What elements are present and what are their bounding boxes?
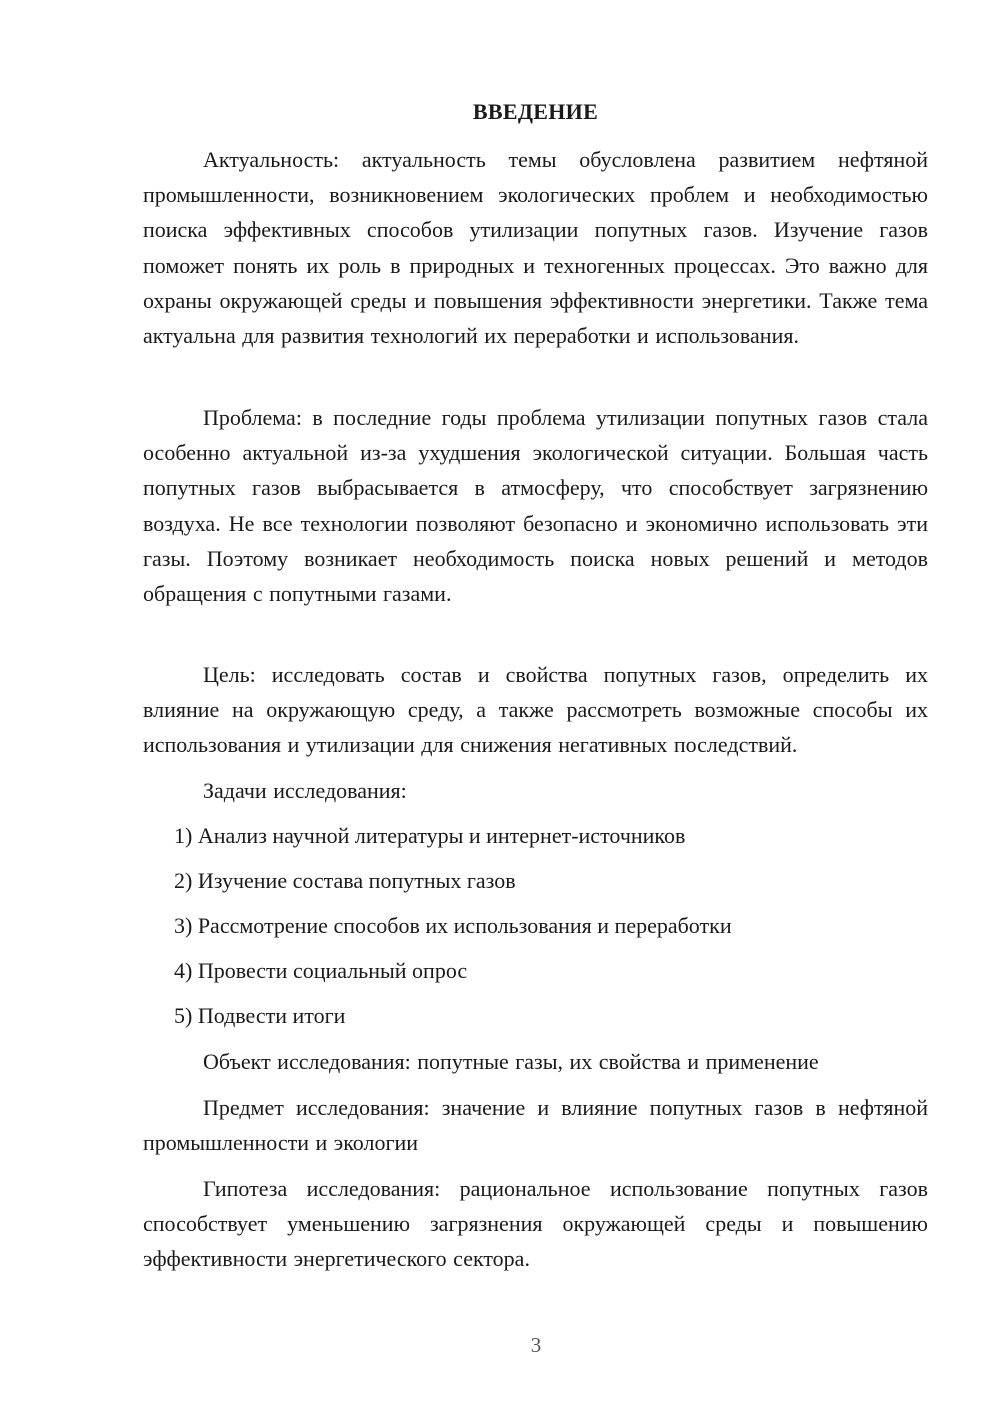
object-paragraph: Объект исследования: попутные газы, их свойства и применение	[203, 1049, 819, 1074]
tasks-heading: Задачи исследования:	[203, 778, 407, 803]
relevance-paragraph: Актуальность: актуальность темы обусловлена развитием нефтяной промышленности, возникновением экологических проблем и необходимостью поиска эффективных способов утилизации попутных газов. Изучение газов поможет понять их роль в природных и техногенных процессах. Это важно для охраны окружающей среды и повышения эффективности энергетики. Также тема актуальна для развития технологий их переработки и использования.	[143, 147, 928, 349]
task-item-3: 3) Рассмотрение способов их использования и переработки	[174, 913, 732, 938]
page-title: ВВЕДЕНИЕ	[472, 99, 599, 124]
task-item-5: 5) Подвести итоги	[174, 1003, 346, 1028]
page-number: 3	[530, 1333, 542, 1357]
task-item-1: 1) Анализ научной литературы и интернет-источников	[174, 823, 686, 848]
task-item-2: 2) Изучение состава попутных газов	[174, 868, 516, 893]
goal-paragraph: Цель: исследовать состав и свойства попутных газов, определить их влияние на окружающую среду, а также рассмотреть возможные способы их использования и утилизации для снижения негативных последствий.	[143, 662, 928, 758]
hypothesis-paragraph: Гипотеза исследования: рациональное использование попутных газов способствует уменьшению загрязнения окружающей среды и повышению эффективности энергетического сектора.	[143, 1176, 928, 1272]
problem-paragraph: Проблема: в последние годы проблема утилизации попутных газов стала особенно актуальной из-за ухудшения экологической ситуации. Большая часть попутных газов выбрасывается в атмосферу, что способствует загрязнению воздуха. Не все технологии позволяют безопасно и экономично использовать эти газы. Поэтому возникает необходимость поиска новых решений и методов обращения с попутными газами.	[143, 405, 928, 607]
subject-paragraph: Предмет исследования: значение и влияние попутных газов в нефтяной промышленности и экологии	[143, 1095, 928, 1156]
task-item-4: 4) Провести социальный опрос	[174, 958, 468, 983]
